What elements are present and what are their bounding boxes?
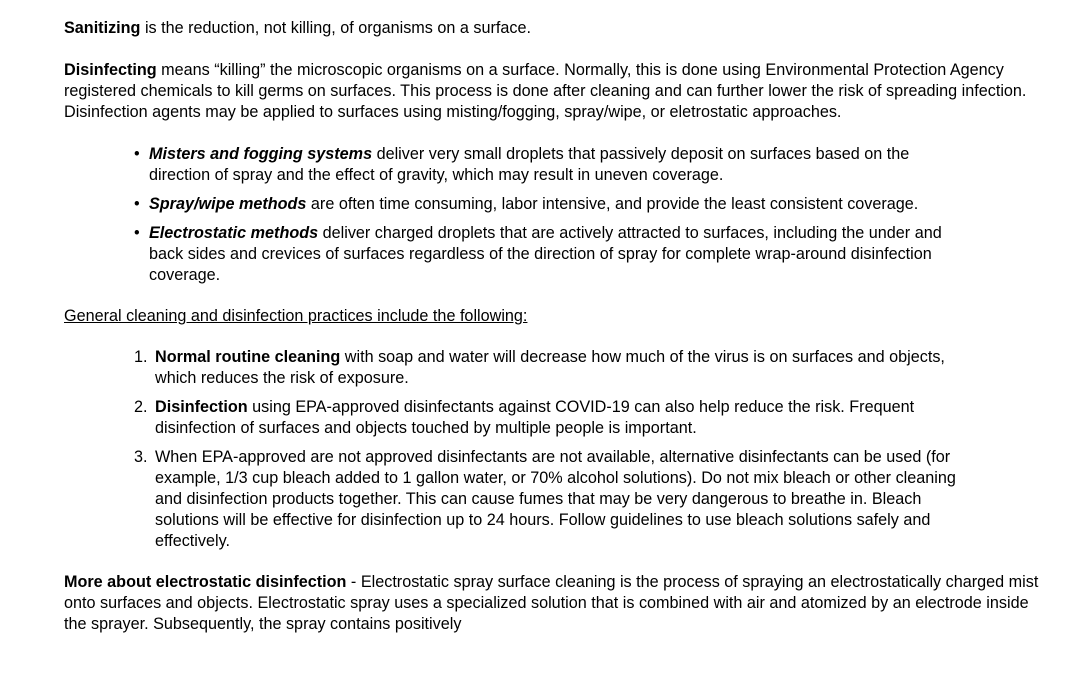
item-number: 2. [134,398,148,416]
list-item [132,144,962,186]
practice-term: Normal routine cleaning [155,348,341,366]
method-text: are often time consuming, labor intensive, and provide the least consistent coverage. [306,195,919,213]
electrostatic-paragraph [64,572,1039,635]
methods-list [64,144,962,286]
practices-list [64,347,962,552]
disinfecting-term: Disinfecting [64,61,157,79]
method-text: deliver charged droplets that are actively attracted to surfaces, including the under and back sides and crevices of surfaces regardless of the direction of spray for complete wrap-around disinfection coverage. [149,224,942,284]
list-item [132,223,962,286]
method-term: Electrostatic methods [149,224,319,242]
bullet-icon: • [134,224,140,242]
item-number: 1. [134,348,148,366]
sanitizing-text: is the reduction, not killing, of organisms on a surface. [140,19,531,37]
method-term: Misters and fogging systems [149,145,373,163]
electrostatic-text: - Electrostatic spray surface cleaning is the process of spraying an electrostatically charged mist onto surfaces and objects. Electrostatic spray uses a specialized solution that is combined with air and atomized by an electrode inside the sprayer. Subsequently, the spray contains positively [64,573,1039,633]
practice-text: with soap and water will decrease how much of the virus is on surfaces and objects, which reduces the risk of exposure. [155,348,945,387]
method-text: deliver very small droplets that passively deposit on surfaces based on the direction of spray and the effect of gravity, which may result in uneven coverage. [149,145,910,184]
list-item [132,347,962,389]
disinfecting-paragraph [64,60,1039,123]
practices-heading: General cleaning and disinfection practices include the following: [64,307,528,325]
method-term: Spray/wipe methods [149,195,307,213]
disinfecting-text: means “killing” the microscopic organisms on a surface. Normally, this is done using Environmental Protection Agency registered chemicals to kill germs on surfaces. This process is done after cleaning and can further lower the risk of spreading infection. Disinfection agents may be applied to surfaces using misting/fogging, spray/wipe, or eletrostatic approaches. [64,61,1027,121]
sanitizing-paragraph [64,18,1039,39]
practice-text: When EPA-approved are not approved disinfectants are not available, alternative disinfectants can be used (for example, 1/3 cup bleach added to 1 gallon water, or 70% alcohol solutions). Do not mix bleach or other cleaning and disinfection products together. This can cause fumes that may be very dangerous to breathe in. Bleach solutions will be effective for disinfection up to 24 hours. Follow guidelines to use bleach solutions safely and effectively. [155,448,956,550]
list-item [132,397,962,439]
practice-text: using EPA-approved disinfectants against COVID-19 can also help reduce the risk. Frequent disinfection of surfaces and objects touched by multiple people is important. [155,398,915,437]
electrostatic-term: More about electrostatic disinfection [64,573,347,591]
bullet-icon: • [134,195,140,213]
practice-term: Disinfection [155,398,248,416]
list-item [132,447,962,552]
sanitizing-term: Sanitizing [64,19,141,37]
bullet-icon: • [134,145,140,163]
document-page [64,18,1039,635]
item-number: 3. [134,448,148,466]
list-item [132,194,962,215]
